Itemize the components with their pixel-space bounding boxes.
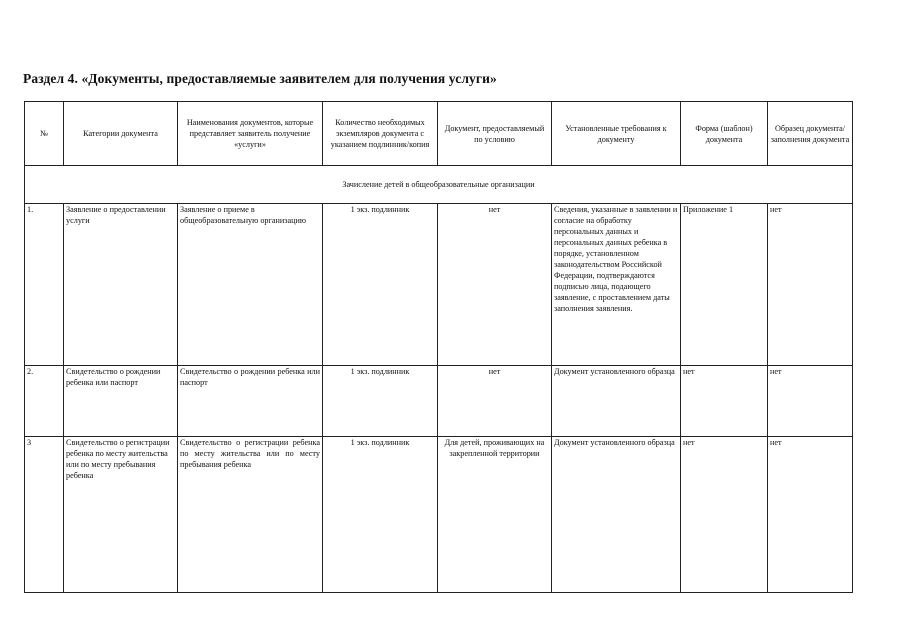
documents-table	[24, 101, 853, 593]
row-number: 3	[25, 437, 64, 593]
conditional-document: нет	[438, 366, 552, 437]
subsection-title: Зачисление детей в общеобразовательные организации	[25, 166, 853, 204]
document-requirements: Документ установленного образца	[552, 437, 681, 593]
copies-count: 1 экз. подлинник	[323, 437, 438, 593]
document-name: Свидетельство о регистрации ребенка по месту жительства или по месту пребывания ребенка	[178, 437, 323, 593]
section-title: Раздел 4. «Документы, предоставляемые заявителем для получения услуги»	[23, 71, 497, 86]
column-header: Документ, предоставляемый по условию	[438, 102, 552, 166]
document-sample: нет	[768, 366, 853, 437]
column-header: Образец документа/ заполнения документа	[768, 102, 853, 166]
copies-count: 1 экз. подлинник	[323, 204, 438, 366]
table-header	[25, 102, 853, 166]
table-row	[25, 366, 853, 437]
column-header: Количество необходимых экземпляров документа с указанием подлинник/копия	[323, 102, 438, 166]
subsection-row	[25, 166, 853, 204]
document-name: Свидетельство о рождении ребенка или паспорт	[178, 366, 323, 437]
document-sample: нет	[768, 204, 853, 366]
document-form: Приложение 1	[681, 204, 768, 366]
conditional-document: Для детей, проживающих на закрепленной территории	[438, 437, 552, 593]
conditional-document: нет	[438, 204, 552, 366]
row-number: 2.	[25, 366, 64, 437]
column-header: №	[25, 102, 64, 166]
document-form: нет	[681, 437, 768, 593]
column-header: Установленные требования к документу	[552, 102, 681, 166]
document-requirements: Документ установленного образца	[552, 366, 681, 437]
document-category: Свидетельство о регистрации ребенка по месту жительства или по месту пребывания ребенка	[64, 437, 178, 593]
column-header: Форма (шаблон) документа	[681, 102, 768, 166]
document-category: Заявление о предоставлении услуги	[64, 204, 178, 366]
document-name: Заявление о приеме в общеобразовательную организацию	[178, 204, 323, 366]
table-row	[25, 437, 853, 593]
document-form: нет	[681, 366, 768, 437]
document-sample: нет	[768, 437, 853, 593]
document-requirements: Сведения, указанные в заявлении и согласие на обработку персональных данных и персональных данных ребенка в порядке, установленном законодательством Российской Федерации, подтверждаются подписью лица, подающего заявление, с проставлением даты заполнения заявления.	[552, 204, 681, 366]
column-header: Наименования документов, которые представляет заявитель получение «услуги»	[178, 102, 323, 166]
row-number: 1.	[25, 204, 64, 366]
copies-count: 1 экз. подлинник	[323, 366, 438, 437]
table-row	[25, 204, 853, 366]
document-category: Свидетельство о рождении ребенка или паспорт	[64, 366, 178, 437]
column-header: Категории документа	[64, 102, 178, 166]
